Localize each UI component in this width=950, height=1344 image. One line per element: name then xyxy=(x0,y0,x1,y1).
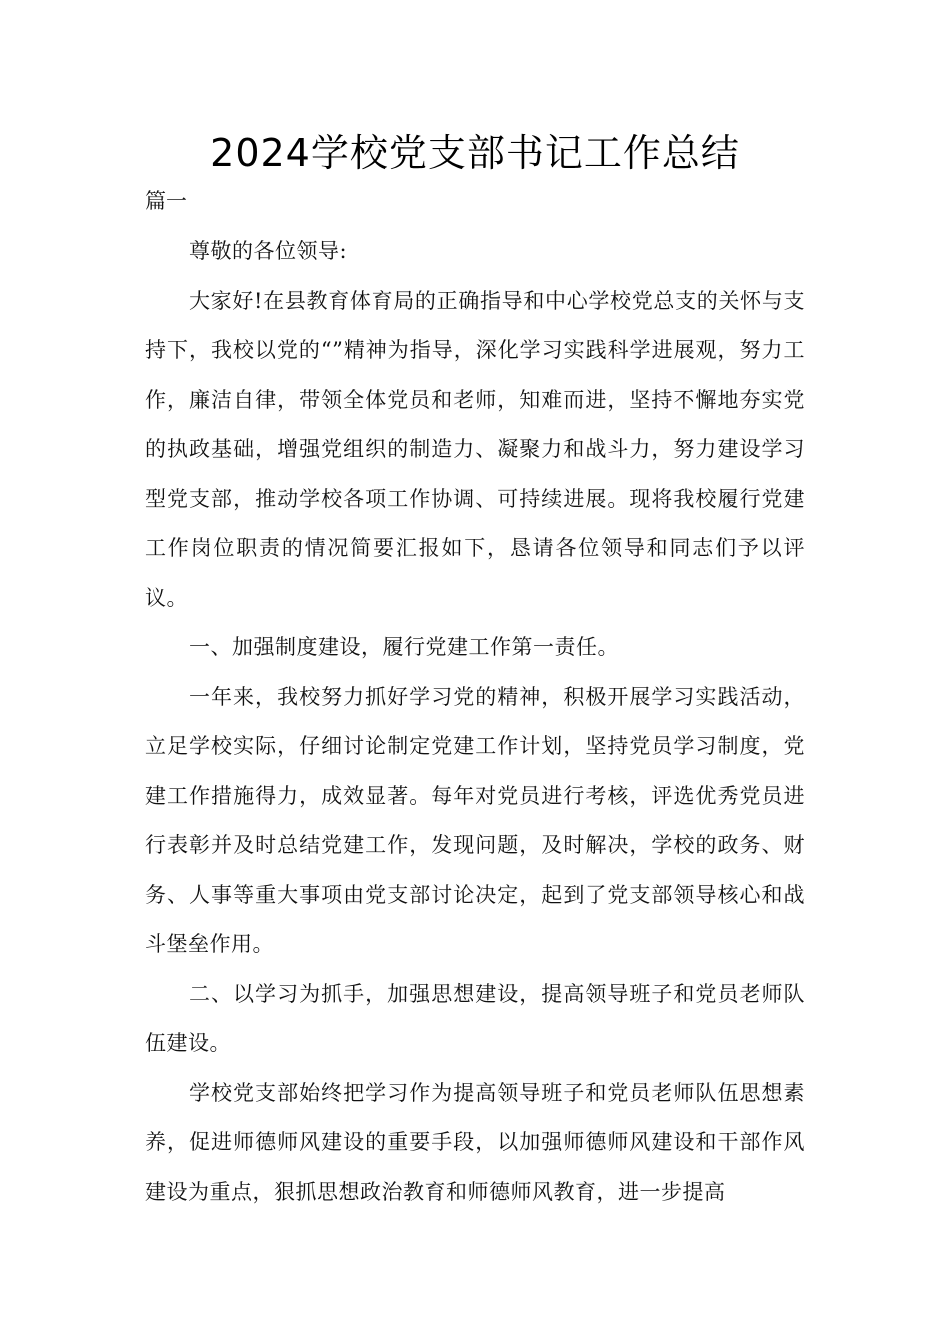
section-heading-1: 一、加强制度建设，履行党建工作第一责任。 xyxy=(189,635,619,659)
section-heading-2: 二、以学习为抓手，加强思想建设，提高领导班子和党员老师队伍建设。 xyxy=(145,981,805,1055)
intro-paragraph: 大家好!在县教育体育局的正确指导和中心学校党总支的关怀与支持下，我校以党的“”精神为指导，深化学习实践科学进展观，努力工作，廉洁自律，带领全体党员和老师，知难而进，坚持不懈地夯实党的执政基础，增强党组织的制造力、凝聚力和战斗力，努力建设学习型党支部，推动学校各项工作协调、可持续进展。现将我校履行党建工作岗位职责的情况简要汇报如下，恳请各位领导和同志们予以评议。 xyxy=(145,288,805,610)
salutation-paragraph: 尊敬的各位领导: xyxy=(189,239,348,263)
section-label: 篇一 xyxy=(145,189,187,213)
section-1-paragraph: 一年来，我校努力抓好学习党的精神，积极开展学习实践活动，立足学校实际，仔细讨论制定党建工作计划，坚持党员学习制度，党建工作措施得力，成效显著。每年对党员进行考核，评选优秀党员进行表彰并及时总结党建工作，发现问题，及时解决，学校的政务、财务、人事等重大事项由党支部讨论决定，起到了党支部领导核心和战斗堡垒作用。 xyxy=(145,684,805,956)
section-2-paragraph: 学校党支部始终把学习作为提高领导班子和党员老师队伍思想素养，促进师德师风建设的重要手段，以加强师德师风建设和干部作风建设为重点，狠抓思想政治教育和师德师风教育，进一步提高 xyxy=(145,1080,805,1204)
document-body xyxy=(145,227,805,1217)
document-title: 2024学校党支部书记工作总结 xyxy=(210,131,740,175)
